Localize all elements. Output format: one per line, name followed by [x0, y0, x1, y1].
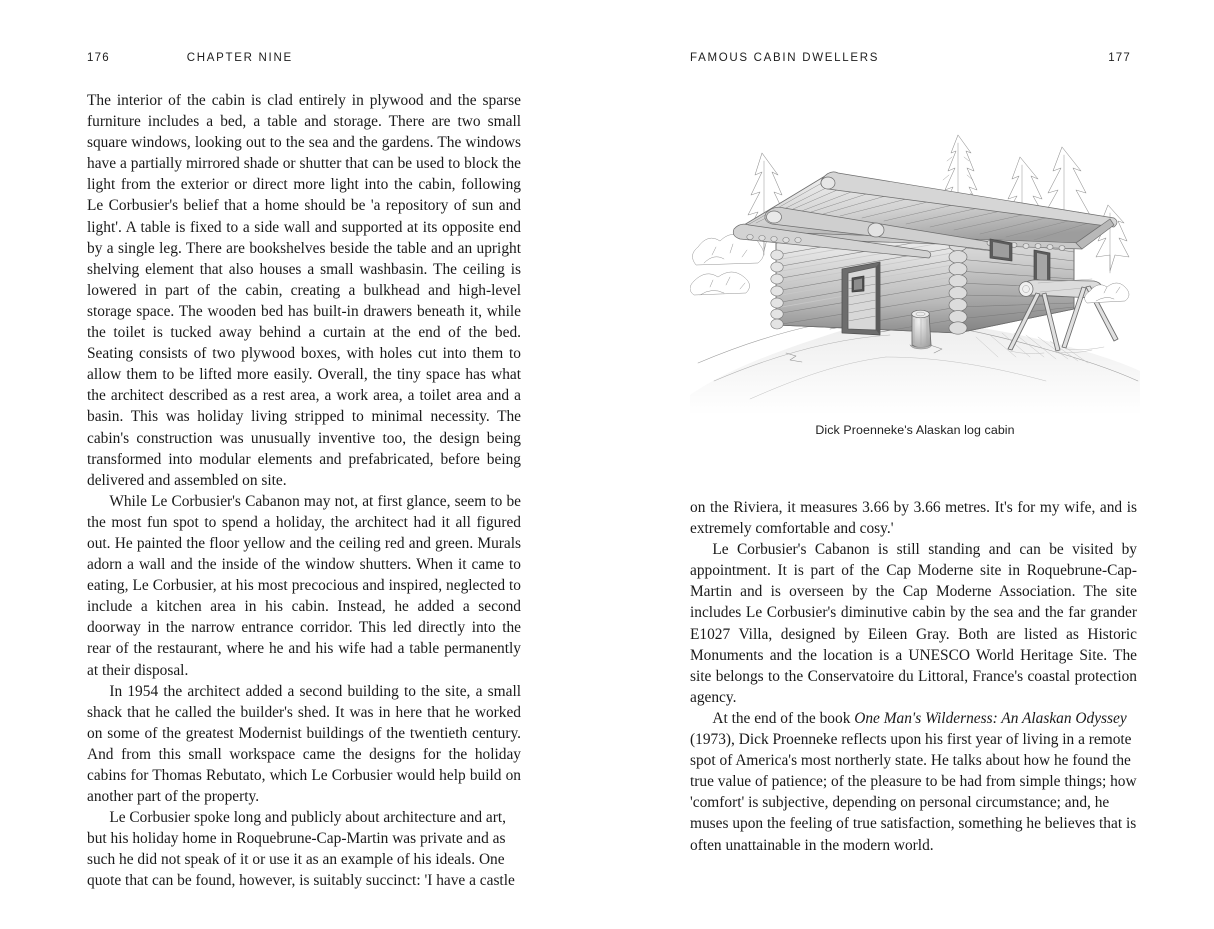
left-text-column [87, 90, 521, 892]
paragraph: Le Corbusier spoke long and publicly about architecture and art, but his holiday home in Roquebrune-Cap-Martin was private and as such he did not speak of it or use it as an example of his ideals. One quote that can be found, however, is suitably succinct: 'I have a castle [87, 809, 515, 890]
paragraph-lead-text: At the end of the book [712, 709, 855, 727]
paragraph: Le Corbusier's Cabanon is still standing and can be visited by appointment. It is part of the Cap Moderne site in Roquebrune-Cap-Martin and is overseen by the Cap Moderne Association. The site includes Le Corbusier's diminutive cabin by the sea and the far grander E1027 Villa, designed by Eileen Gray. Both are listed as Historic Monuments and the location is a UNESCO World Heritage Site. The site belongs to the Conservatoire du Littoral, France's coastal protection agency. [690, 541, 1137, 706]
right-page [607, 0, 1214, 929]
tree-stump [910, 310, 932, 349]
paragraph: The interior of the cabin is clad entirely in plywood and the sparse furniture includes a bed, a table and storage. There are two small square windows, looking out to the sea and the gardens. The windows have a partially mirrored shade or shutter that can be used to block the light from the exterior or direct more light into the cabin, following Le Corbusier's belief that a home should be 'a repository of sun and light'. A table is fixed to a side wall and supported at its opposite end by a single leg. There are bookshelves beside the table and an upright shelving element that also houses a small washbasin. The ceiling is lowered in part of the cabin, creating a bulkhead and high-level storage space. The wooden bed has built-in drawers beneath it, while the toilet is tucked away behind a curtain at the end of the bed. Seating consists of two plywood boxes, with holes cut into them to allow them to be lifted more easily. Overall, the tiny space has what the architect described as a rest area, a work area, a toilet area and a basin. This was holiday living stripped to minimal necessity. The cabin's construction was unusually inventive too, the design being transformed into modular elements and prefabricated, before being delivered and assembled on site. [87, 92, 521, 489]
left-page-folio: 176 [87, 52, 110, 64]
book-title: One Man's Wilderness: An Alaskan Odyssey [854, 709, 1127, 727]
paragraph-with-book-title [690, 708, 1137, 856]
paragraph: While Le Corbusier's Cabanon may not, at first glance, seem to be the most fun spot to spend a holiday, the architect had it all figured out. He painted the floor yellow and the ceiling red and green. Murals adorn a wall and the inside of the window shutters. When it came to eating, Le Corbusier, at his most precocious and inspired, neglected to include a kitchen area in his cabin. Instead, he added a second doorway in the narrow entrance corridor. This led directly into the rear of the restaurant, where he and his wife had a table permanently at their disposal. [87, 492, 521, 679]
paragraph-tail-text: (1973), Dick Proenneke reflects upon his first year of living in a remote spot of America's most northerly state. He talks about how he found the true value of patience; of the pleasure to be had from simple things; how 'comfort' is subjective, depending on personal circumstance; and, he muses upon the feeling of true satisfaction, something he believes that is often unattainable in the modern world. [690, 731, 1137, 854]
left-running-head-title: CHAPTER NINE [186, 52, 293, 64]
right-page-folio: 177 [1108, 52, 1131, 64]
left-running-head [0, 50, 607, 66]
right-running-head [607, 50, 1214, 66]
cabin-door [842, 262, 880, 335]
right-text-column [690, 497, 1137, 856]
paragraph: on the Riviera, it measures 3.66 by 3.66 metres. It's for my wife, and is extremely comfortable and cosy.' [690, 499, 1137, 538]
right-running-head-title: FAMOUS CABIN DWELLERS [690, 52, 880, 64]
paragraph: In 1954 the architect added a second building to the site, a small shack that he called the builder's shed. It was in here that he worked on some of the greatest Modernist buildings of the twentieth century. And from this small workspace came the designs for the holiday cabins for Thomas Rebutato, which Le Corbusier would help build on another part of the property. [87, 682, 521, 806]
cabin-figure [690, 95, 1140, 437]
log-cabin-illustration [690, 95, 1140, 415]
figure-caption: Dick Proenneke's Alaskan log cabin [815, 423, 1015, 437]
